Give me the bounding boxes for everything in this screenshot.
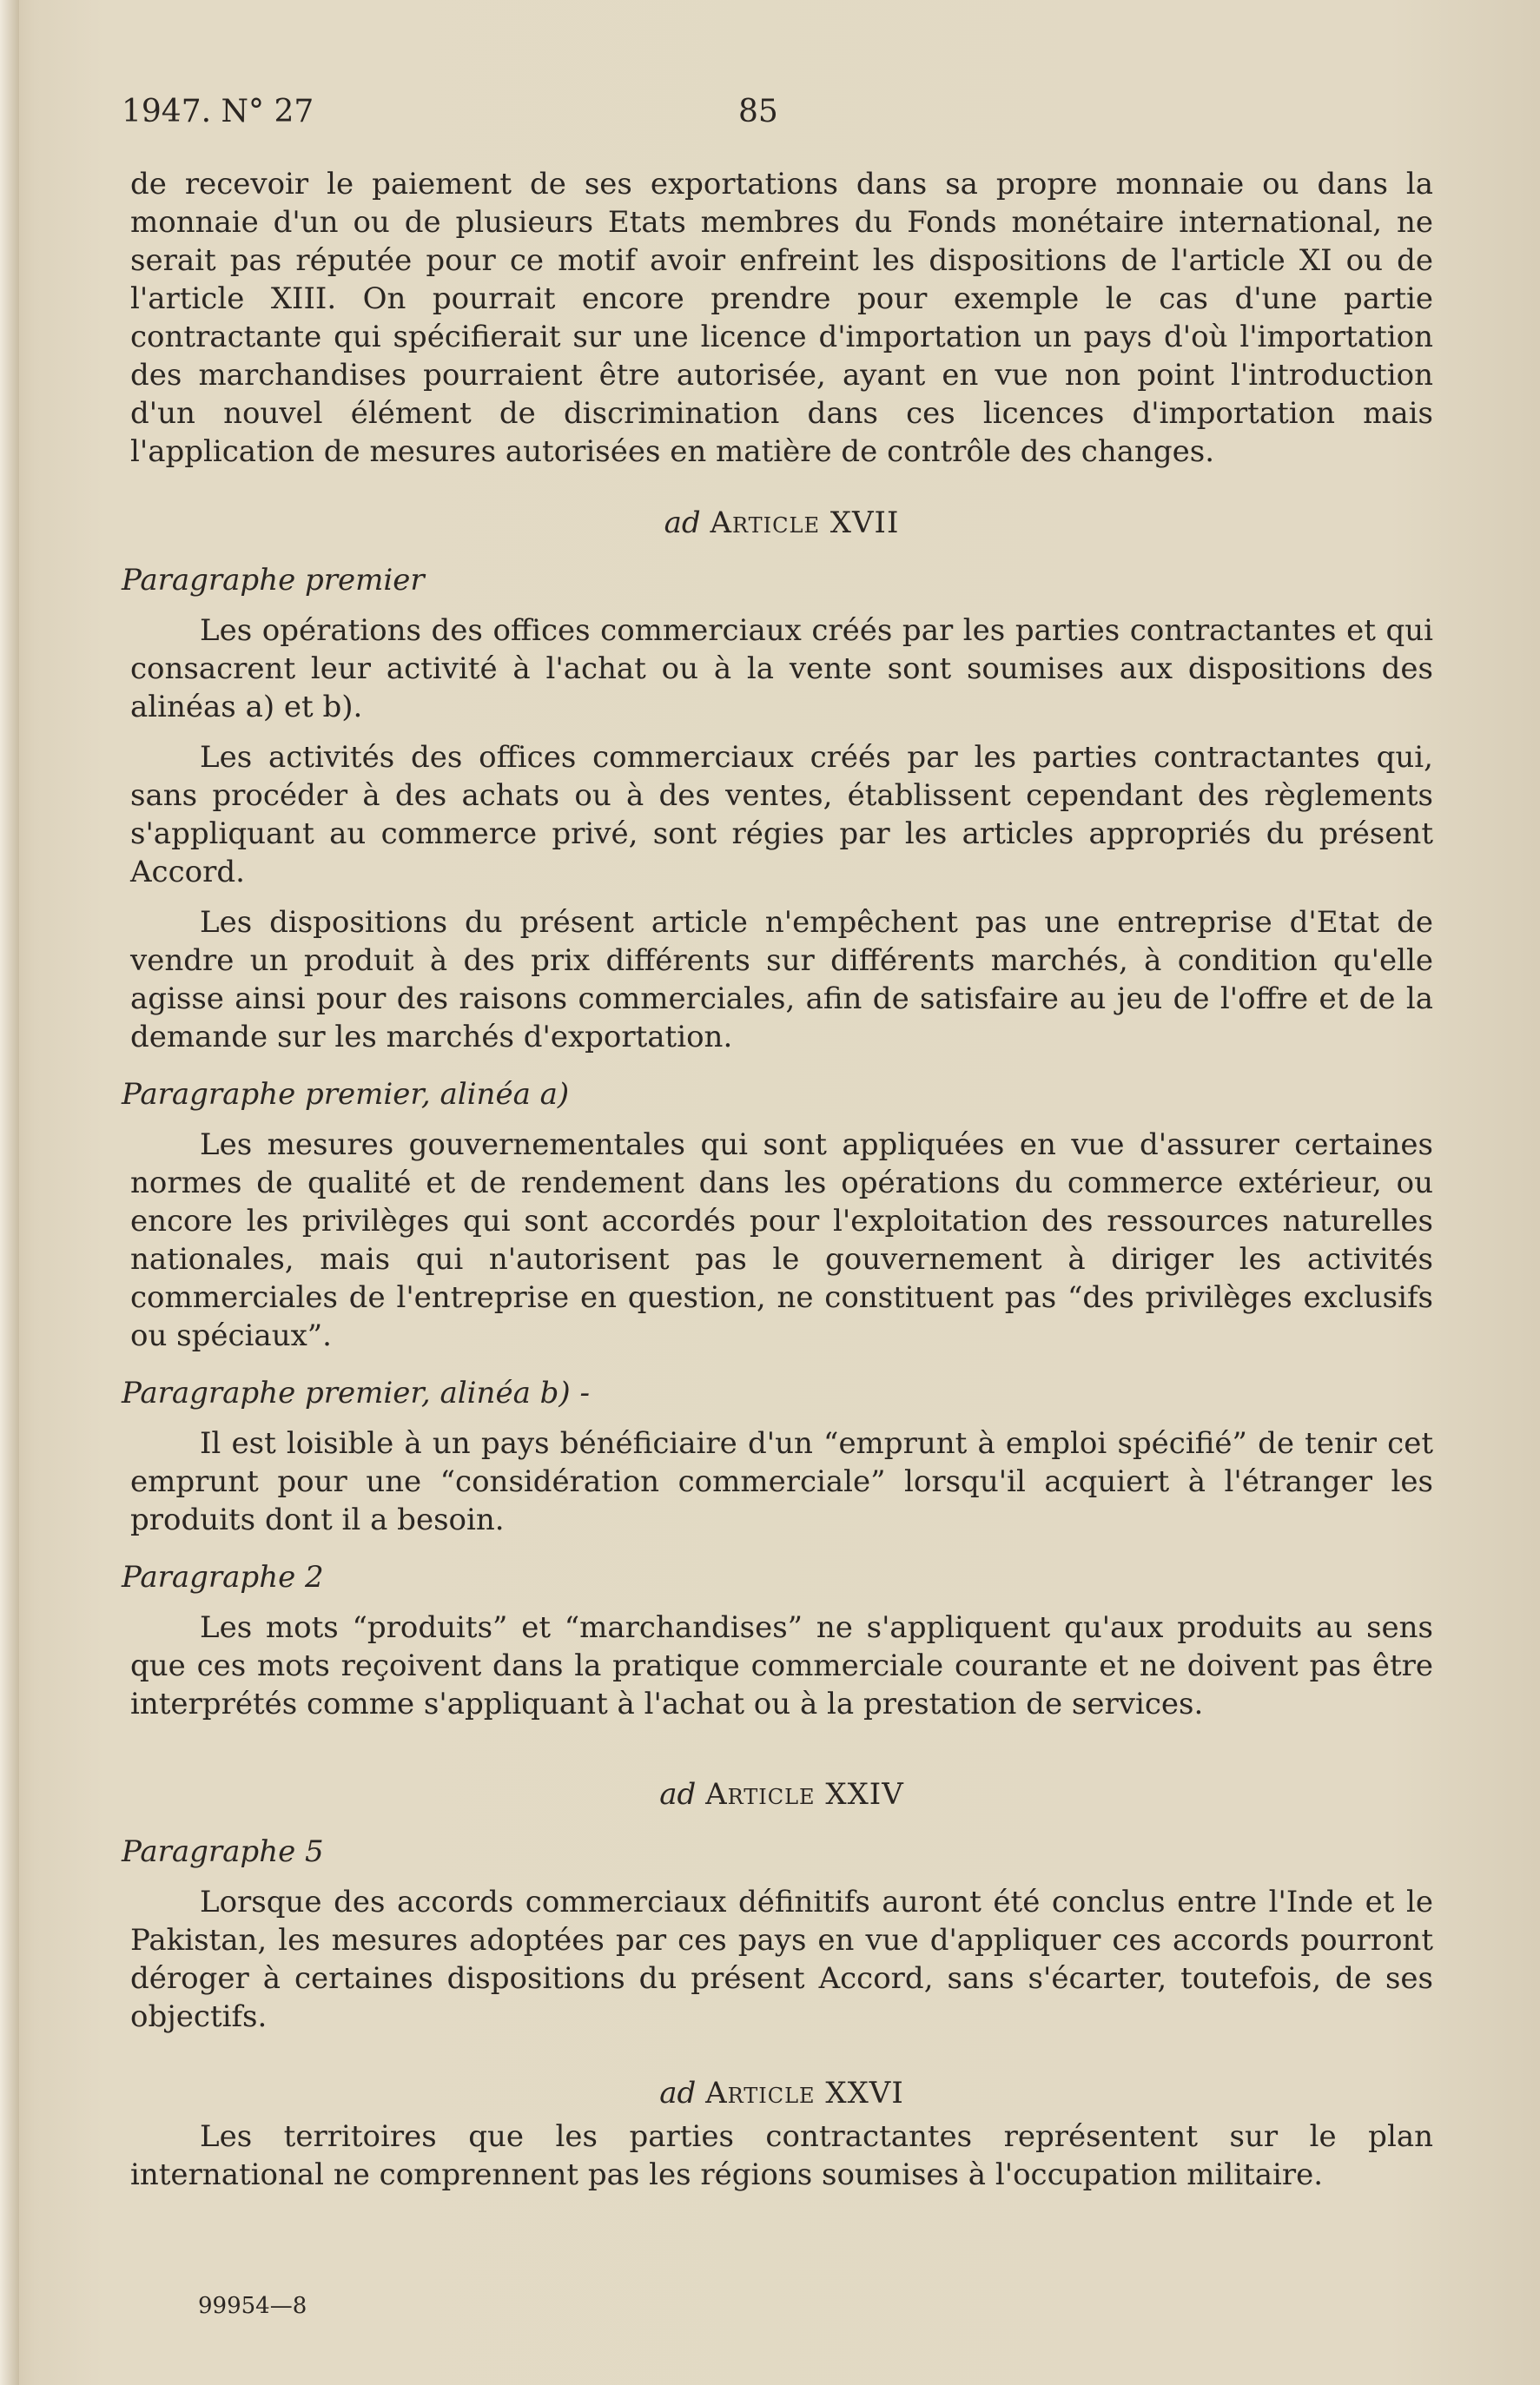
- paragraph: Lorsque des accords commerciaux définitifs auront été conclus entre l'Inde et le Pakistan, les mesures adoptées par ces pays en vue d'appliquer ces accords pourront déroger à certaines dispositions du présent Accord, sans s'écarter, toutefois, de ses objectifs.: [130, 1885, 1433, 2034]
- paragraph-continuation: de recevoir le paiement de ses exportations dans sa propre monnaie ou dans la monnaie d'un ou de plusieurs Etats membres du Fonds monétaire international, ne serait pas réputée pour ce motif avoir enfreint les dispositions de l'article XI ou de l'article XIII. On pourrait encore prendre pour exemple le cas d'une partie contractante qui spécifierait sur une licence d'importation un pays d'où l'importation des marchandises pourraient être autorisée, ayant en vue non point l'introduction d'un nouvel élément de discrimination dans ces licences d'importation mais l'application de mesures autorisées en matière de contrôle des changes.: [130, 167, 1433, 469]
- subheading: Paragraphe premier, alinéa b) -: [122, 1376, 590, 1411]
- heading-prefix: ad: [659, 1777, 697, 1812]
- section-heading-article-xxiv: [130, 1775, 1433, 1814]
- paragraph: Il est loisible à un pays bénéficiaire d'un “emprunt à emploi spécifié” de tenir cet emprunt pour une “considération commerciale” lorsqu'il acquiert à l'étranger les produits dont il a besoin.: [130, 1426, 1433, 1537]
- document-body: [122, 165, 1433, 2194]
- subheading: Paragraphe 5: [122, 1834, 324, 1869]
- header-year-number: 1947. N° 27: [122, 94, 314, 129]
- heading-label: Article XXVI: [705, 2076, 904, 2111]
- heading-prefix: ad: [664, 505, 701, 540]
- print-code: 99954—8: [198, 2293, 307, 2319]
- paragraph: Les mesures gouvernementales qui sont appliquées en vue d'assurer certaines normes de qualité et de rendement dans les opérations du commerce extérieur, ou encore les privilèges qui sont accordés pour l'exploitation des ressources naturelles nationales, mais qui n'autorisent pas le gouvernement à diriger les activités commerciales de l'entreprise en question, ne constituent pas “des privilèges exclusifs ou spéciaux”.: [130, 1127, 1433, 1353]
- paragraph: Les mots “produits” et “marchandises” ne s'appliquent qu'aux produits au sens que ces mots reçoivent dans la pratique commerciale courante et ne doivent pas être interprétés comme s'appliquant à l'achat ou à la prestation de services.: [130, 1610, 1433, 1721]
- page-number: 85: [738, 94, 778, 129]
- page-edge: [0, 0, 19, 2385]
- paragraph: Les dispositions du présent article n'empêchent pas une entreprise d'Etat de vendre un produit à des prix différents sur différents marchés, à condition qu'elle agisse ainsi pour des raisons commerciales, afin de satisfaire au jeu de l'offre et de la demande sur les marchés d'exportation.: [130, 905, 1433, 1054]
- paragraph: Les opérations des offices commerciaux créés par les parties contractantes et qui consacrent leur activité à l'achat ou à la vente sont soumises aux dispositions des alinéas a) et b).: [130, 613, 1433, 724]
- section-heading-article-xvii: [130, 504, 1433, 542]
- subheading: Paragraphe premier, alinéa a): [122, 1077, 570, 1112]
- page-header: [122, 94, 1442, 146]
- subheading: Paragraphe 2: [122, 1560, 324, 1595]
- paragraph: Les territoires que les parties contractantes représentent sur le plan international ne comprennent pas les régions soumises à l'occupation militaire.: [130, 2119, 1433, 2192]
- heading-prefix: ad: [659, 2076, 697, 2111]
- subheading: Paragraphe premier: [122, 563, 425, 598]
- section-heading-article-xxvi: [130, 2074, 1433, 2112]
- heading-label: Article XXIV: [705, 1777, 904, 1812]
- paragraph: Les activités des offices commerciaux créés par les parties contractantes qui, sans procéder à des achats ou à des ventes, établissent cependant des règlements s'appliquant au commerce privé, sont régies par les articles appropriés du présent Accord.: [130, 740, 1433, 889]
- heading-label: Article XVII: [710, 505, 900, 540]
